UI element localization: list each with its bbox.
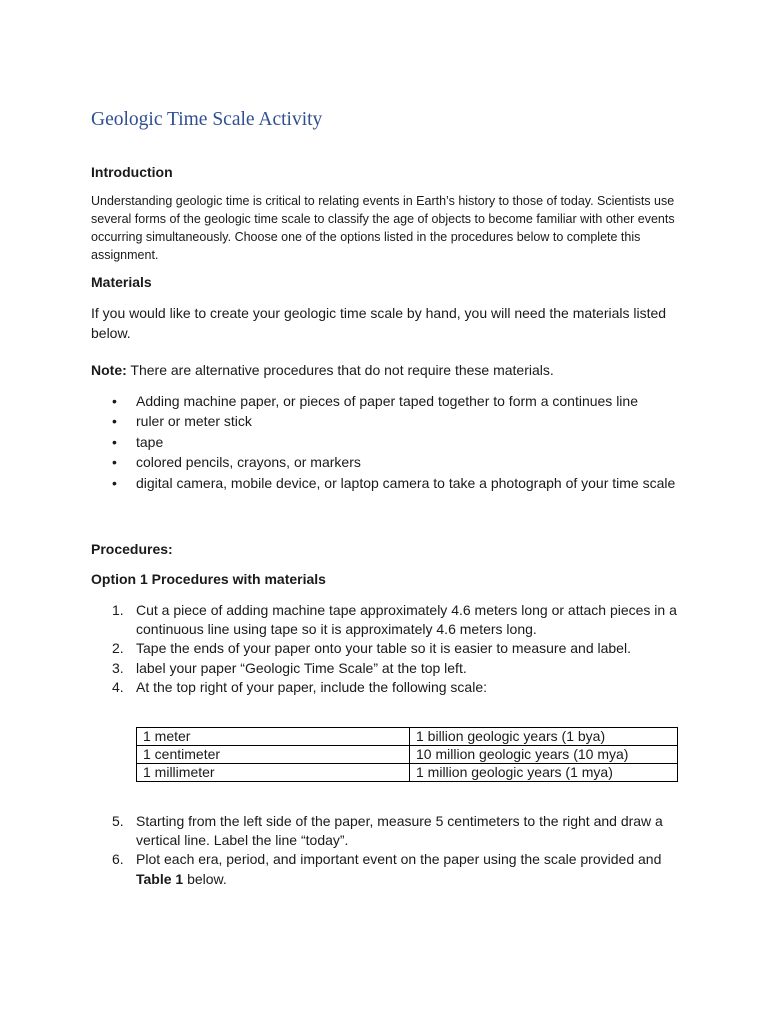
materials-list: [91, 391, 691, 493]
step-text: Plot each era, period, and important event on the paper using the scale provided and: [136, 851, 662, 868]
table-cell: 1 billion geologic years (1 bya): [410, 728, 678, 746]
note-text: There are alternative procedures that do not require these materials.: [126, 362, 554, 378]
step-number: 5.: [112, 813, 124, 829]
step-item: [91, 678, 691, 697]
step-number: 3.: [112, 659, 124, 676]
step-text-end: below.: [183, 870, 227, 887]
step-text: Tape the ends of your paper onto your table so it is easier to measure and label.: [136, 640, 631, 657]
procedure-steps-continued: [91, 812, 691, 889]
step-item: [91, 639, 691, 658]
table-cell: 1 meter: [137, 728, 410, 746]
table-row: [137, 728, 678, 746]
option1-heading: Option 1 Procedures with materials: [91, 571, 326, 587]
step-number: 4.: [112, 678, 124, 695]
materials-heading: Materials: [91, 274, 152, 290]
step-text: Starting from the left side of the paper, measure 5 centimeters to the right and draw a vertical line. Label the line “today”.: [136, 813, 663, 849]
table-row: [137, 764, 678, 782]
step-item: [91, 850, 691, 888]
list-item: • Adding machine paper, or pieces of paper taped together to form a continues line: [91, 391, 691, 411]
step-number: 6.: [112, 851, 124, 868]
list-item: • ruler or meter stick: [91, 411, 691, 431]
list-item: • digital camera, mobile device, or laptop camera to take a photograph of your time scale: [91, 473, 691, 493]
step-text: label your paper “Geologic Time Scale” at the top left.: [136, 659, 467, 676]
step-text: At the top right of your paper, include the following scale:: [136, 678, 487, 695]
table-cell: 1 centimeter: [137, 746, 410, 764]
materials-paragraph: If you would like to create your geologic time scale by hand, you will need the materials listed below.: [91, 305, 667, 341]
introduction-paragraph: Understanding geologic time is critical to relating events in Earth’s history to those of today. Scientists use several forms of the geologic time scale to classify the age of objects to become familiar with other events occurring simultaneously. Choose one of the options listed in the procedures below to complete this assignment.: [91, 194, 675, 262]
step-item: [91, 601, 691, 639]
procedures-heading: Procedures:: [91, 541, 173, 557]
procedure-steps: [91, 601, 691, 697]
table-cell: 10 million geologic years (10 mya): [410, 746, 678, 764]
step-item: [91, 812, 691, 850]
list-item: • tape: [91, 432, 691, 452]
step-item: [91, 659, 691, 678]
list-item: • colored pencils, crayons, or markers: [91, 452, 691, 472]
step-number: 1.: [112, 602, 124, 618]
note-label: Note:: [91, 362, 127, 378]
introduction-heading: Introduction: [91, 164, 173, 180]
document-title: Geologic Time Scale Activity: [91, 109, 323, 130]
table-reference: Table 1: [136, 870, 184, 887]
scale-table: [136, 727, 678, 782]
table-row: [137, 746, 678, 764]
table-cell: 1 million geologic years (1 mya): [410, 764, 678, 782]
step-number: 2.: [112, 640, 124, 657]
step-text: Cut a piece of adding machine tape approximately 4.6 meters long or attach pieces in a continuous line using tape so it is approximately 4.6 meters long.: [136, 602, 677, 638]
note-paragraph: [91, 360, 691, 380]
table-cell: 1 millimeter: [137, 764, 410, 782]
